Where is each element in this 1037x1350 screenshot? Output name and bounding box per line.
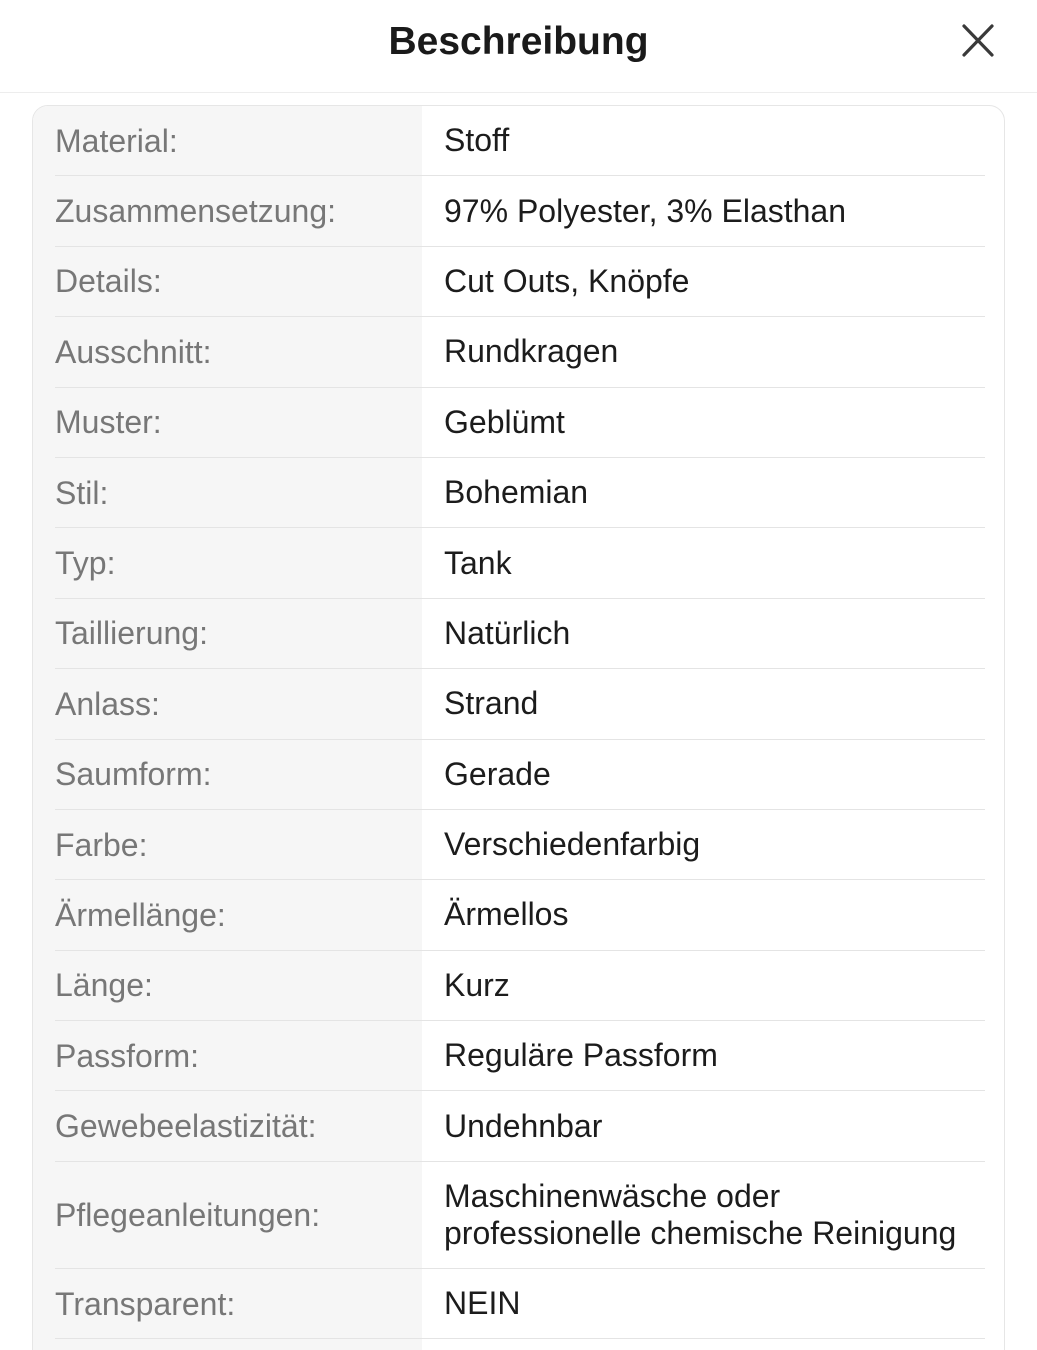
table-row <box>55 951 985 1021</box>
table-row <box>55 458 985 528</box>
table-row <box>55 669 985 739</box>
sheet-header <box>0 0 1037 93</box>
attribute-label: Ausschnitt: <box>55 333 212 370</box>
table-row <box>55 247 985 317</box>
attribute-label: Farbe: <box>55 826 148 863</box>
attribute-label: Typ: <box>55 545 116 582</box>
attribute-value-line: professionelle chemische Reinigung <box>444 1214 957 1251</box>
attributes-rows <box>55 106 985 1339</box>
attribute-label: Material: <box>55 122 178 159</box>
attribute-label: Länge: <box>55 967 153 1004</box>
attribute-label: Gewebeelastizität: <box>55 1108 317 1145</box>
attribute-label: Stil: <box>55 474 109 511</box>
close-button[interactable] <box>954 18 1002 64</box>
attribute-label: Taillierung: <box>55 615 208 652</box>
attribute-label: Details: <box>55 263 162 300</box>
attribute-label: Transparent: <box>55 1285 236 1322</box>
attributes-table <box>32 105 1005 1350</box>
attribute-value: Geblümt <box>444 403 565 440</box>
attribute-value: Undehnbar <box>444 1107 603 1144</box>
attribute-value: Gerade <box>444 755 551 792</box>
attribute-value: 97% Polyester, 3% Elasthan <box>444 192 847 229</box>
attribute-value: Natürlich <box>444 614 571 651</box>
attribute-label: Zusammensetzung: <box>55 193 337 230</box>
table-row <box>55 740 985 810</box>
table-row <box>55 599 985 669</box>
table-row <box>55 176 985 246</box>
close-icon <box>954 18 1002 64</box>
attribute-value: Tank <box>444 544 512 581</box>
attribute-value: Stoff <box>444 122 510 159</box>
attribute-value <box>422 1178 956 1252</box>
attribute-value: NEIN <box>444 1285 521 1322</box>
attribute-label: Anlass: <box>55 685 160 722</box>
table-row <box>55 1269 985 1339</box>
attribute-value: Rundkragen <box>444 333 619 370</box>
table-row <box>55 1091 985 1161</box>
attribute-value: Bohemian <box>444 474 589 511</box>
page-title: Beschreibung <box>388 20 649 63</box>
attribute-label: Saumform: <box>55 756 212 793</box>
attribute-value: Strand <box>444 685 539 722</box>
attribute-label: Muster: <box>55 404 162 441</box>
table-row <box>55 880 985 950</box>
attribute-value: Cut Outs, Knöpfe <box>444 262 690 299</box>
attribute-label: Pflegeanleitungen: <box>55 1196 321 1233</box>
attribute-value: Verschiedenfarbig <box>444 826 701 863</box>
table-row <box>55 388 985 458</box>
attribute-label: Passform: <box>55 1037 200 1074</box>
table-row <box>55 528 985 598</box>
attribute-value: Reguläre Passform <box>444 1037 718 1074</box>
table-row <box>55 317 985 387</box>
attribute-value: Ärmellos <box>444 896 569 933</box>
table-row <box>55 1021 985 1091</box>
table-row <box>55 810 985 880</box>
attribute-label: Ärmellänge: <box>55 896 226 933</box>
attribute-value-line: Maschinenwäsche oder <box>444 1177 781 1214</box>
table-row <box>55 106 985 176</box>
attribute-value: Kurz <box>444 966 510 1003</box>
table-row <box>55 1162 985 1269</box>
